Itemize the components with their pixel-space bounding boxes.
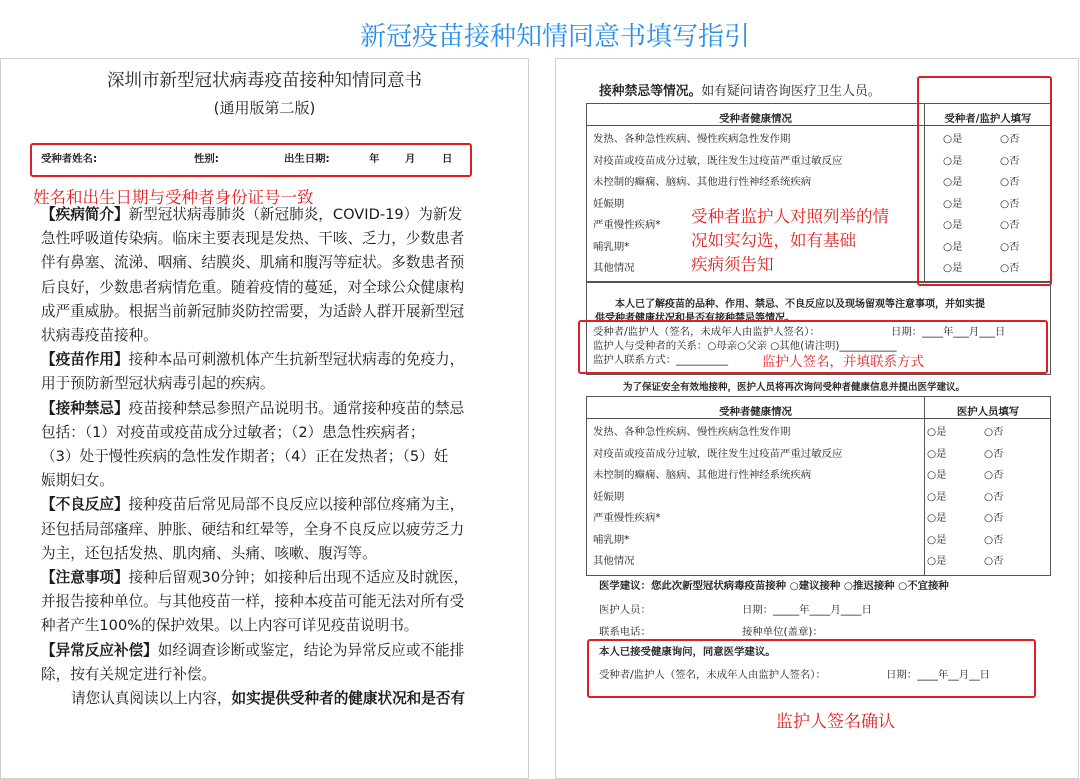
yes-radio[interactable]: ○是 <box>927 533 947 546</box>
health-row-label: 未控制的癫痫、脑病、其他进行性神经系统疾病 <box>593 469 812 481</box>
body-line <box>41 348 464 372</box>
section-head: 【接种禁忌】 <box>41 399 129 417</box>
yes-radio[interactable]: ○是 <box>943 133 963 145</box>
no-radio[interactable]: ○否 <box>1000 176 1020 188</box>
phone-field[interactable]: 联系电话： <box>599 626 651 638</box>
health-table-staff <box>586 396 1051 576</box>
table2-col2-header: 医护人员填写 <box>956 406 1020 418</box>
body-text: 还包括局部瘙痒、肿胀、硬结和红晕等，全身不良反应以疲劳乏力 <box>41 520 465 538</box>
section-heading <box>599 80 881 99</box>
body-line <box>41 566 468 590</box>
body-line <box>41 518 464 542</box>
gender-field-label[interactable]: 性别: <box>194 153 219 165</box>
no-radio[interactable]: ○否 <box>984 469 1004 481</box>
table2-col1-header: 受种者健康情况 <box>719 406 792 418</box>
final-line-normal: 请您认真阅读以上内容， <box>71 690 232 707</box>
body-line <box>41 251 464 275</box>
no-radio[interactable]: ○否 <box>1000 154 1020 167</box>
yes-radio[interactable]: ○是 <box>927 490 947 503</box>
no-radio[interactable]: ○否 <box>984 512 1004 524</box>
body-text: 接种后留观30分钟；如接种后出现不适应及时就医， <box>128 569 469 586</box>
health-row-label: 对疫苗或疫苗成分过敏，既往发生过疫苗严重过敏反应 <box>593 154 843 167</box>
body-text: 新型冠状病毒肺炎（新冠肺炎，COVID-19）为新发 <box>128 206 463 223</box>
staff-field[interactable]: 医护人员： <box>599 604 651 616</box>
medical-advice[interactable]: 医学建议：您此次新型冠状病毒疫苗接种 ○建议接种 ○推迟接种 ○不宜接种 <box>599 580 949 592</box>
body-line <box>41 590 464 614</box>
yes-radio[interactable]: ○是 <box>943 197 963 210</box>
health-row-label: 哺乳期* <box>593 240 630 253</box>
no-radio[interactable]: ○否 <box>984 533 1004 546</box>
yes-radio[interactable]: ○是 <box>943 240 963 253</box>
yes-radio[interactable]: ○是 <box>927 447 947 460</box>
body-text: 伴有鼻塞、流涕、咽痛、结膜炎、肌痛和腹泻等症状。多数患者预 <box>41 254 465 272</box>
body-line <box>41 469 114 493</box>
no-radio[interactable]: ○否 <box>984 426 1004 438</box>
health-row-label: 严重慢性疾病* <box>593 512 661 524</box>
body-line <box>41 227 464 251</box>
section-note: 如有疑问请咨询医疗卫生人员。 <box>701 84 881 99</box>
body-text: 除，按有关规定进行补偿。 <box>41 665 217 683</box>
body-text: 为主，还包括发热、肌肉痛、头痛、咳嗽、腹泻等。 <box>41 544 377 562</box>
no-radio[interactable]: ○否 <box>1000 197 1020 210</box>
table1-col2-header: 受种者/监护人填写 <box>944 113 1032 125</box>
health-row-label: 未控制的癫痫、脑病、其他进行性神经系统疾病 <box>593 176 812 188</box>
left-document-page <box>0 58 529 779</box>
no-radio[interactable]: ○否 <box>1000 219 1020 231</box>
body-line <box>41 300 464 324</box>
body-line <box>41 614 418 638</box>
section-head: 【疫苗作用】 <box>41 351 129 369</box>
annotation-line-2: 况如实勾选，如有基础 <box>691 231 856 250</box>
yes-radio[interactable]: ○是 <box>927 555 947 567</box>
health-row-label: 其他情况 <box>593 555 635 567</box>
section-head: 【疾病简介】 <box>41 206 129 223</box>
confirm-signature-field[interactable]: 受种者/监护人（签名，未成年人由监护人签名）： <box>599 669 826 681</box>
health-row-label: 对疫苗或疫苗成分过敏，既往发生过疫苗严重过敏反应 <box>593 447 843 460</box>
body-text: 娠期妇女。 <box>41 472 114 490</box>
body-text: 疫苗接种禁忌参照产品说明书。通常接种疫苗的禁忌 <box>128 399 465 417</box>
guardian-date-field[interactable]: 日期：____年___月___日 <box>891 326 1006 338</box>
body-line <box>41 203 462 227</box>
guardian-check-annotation <box>691 205 889 277</box>
body-text: （3）处于慢性疾病的急性发作期者；（4）正在发热者；（5）妊 <box>41 448 449 465</box>
no-radio[interactable]: ○否 <box>984 490 1004 503</box>
section-title: 接种禁忌等情况。 <box>599 84 702 99</box>
annotation-line-3: 疾病须告知 <box>691 255 774 274</box>
yes-radio[interactable]: ○是 <box>943 262 963 274</box>
dob-field-label[interactable]: 出生日期: <box>284 153 330 165</box>
body-text: 用于预防新型冠状病毒引起的疾病。 <box>41 375 275 393</box>
final-line-bold: 如实提供受种者的健康状况和是否有 <box>231 690 466 707</box>
health-row-label: 其他情况 <box>593 262 635 274</box>
safety-note: 为了保证安全有效地接种，医护人员将再次询问受种者健康信息并提出医学建议。 <box>623 382 966 393</box>
body-line <box>41 445 448 469</box>
no-radio[interactable]: ○否 <box>1000 133 1020 145</box>
body-line <box>41 421 424 445</box>
body-text: 如经调查诊断或鉴定，结论为异常反应或不能排 <box>157 641 465 659</box>
right-document-page <box>555 58 1079 779</box>
health-row-label: 妊娠期 <box>593 197 625 210</box>
guardian-check-box <box>917 76 1052 286</box>
name-annotation: 姓名和出生日期与受种者身份证号一致 <box>33 188 314 207</box>
confirm-text: 本人已接受健康询问，同意医学建议。 <box>599 646 776 658</box>
guardian-contact-field[interactable]: 监护人联系方式：__________ <box>593 354 729 366</box>
confirm-date-field[interactable]: 日期：____年__月__日 <box>886 669 990 681</box>
body-line <box>41 542 377 566</box>
body-text: 后良好，少数患者病情危重。随着疫情的蔓延，对全球公众健康构 <box>41 278 465 296</box>
body-text: 状病毒疫苗接种。 <box>41 327 158 344</box>
body-line <box>41 276 464 300</box>
bottom-annotation: 监护人签名确认 <box>776 712 895 732</box>
no-radio[interactable]: ○否 <box>1000 240 1020 253</box>
health-row-label: 妊娠期 <box>593 490 625 503</box>
body-line <box>41 493 464 517</box>
yes-radio[interactable]: ○是 <box>943 219 963 231</box>
body-text: 包括：（1）对疫苗或疫苗成分过敏者；（2）患急性疾病者； <box>41 423 425 441</box>
no-radio[interactable]: ○否 <box>984 447 1004 460</box>
yes-radio[interactable]: ○是 <box>927 469 947 481</box>
body-line <box>41 397 464 421</box>
body-line <box>41 324 158 348</box>
name-field-label[interactable]: 受种者姓名: <box>41 153 98 165</box>
sign-annotation: 监护人签名，并填联系方式 <box>762 354 924 370</box>
document-subtitle: (通用版第二版) <box>213 99 316 117</box>
body-text: 种者产生100%的保护效果。以上内容可详见疫苗说明书。 <box>41 617 419 635</box>
yes-radio[interactable]: ○是 <box>927 512 947 524</box>
statement-line-1: 本人已了解疫苗的品种、作用、禁忌、不良反应以及现场留观等注意事项，并如实提 <box>615 299 985 310</box>
table1-col1-header: 受种者健康情况 <box>719 113 792 125</box>
final-line <box>71 687 465 711</box>
guide-title: 新冠疫苗接种知情同意书填写指引 <box>359 22 750 52</box>
yes-radio[interactable]: ○是 <box>943 154 963 167</box>
annotation-line-1: 受种者监护人对照列举的情 <box>691 207 889 226</box>
guardian-signature-field[interactable]: 受种者/监护人（签名，未成年人由监护人签名）： <box>593 326 820 338</box>
dob-year: 年 <box>369 153 380 165</box>
health-row-label: 发热、各种急性疾病、慢性疾病急性发作期 <box>593 133 791 145</box>
dob-day: 日 <box>442 153 453 165</box>
body-text: 接种本品可刺激机体产生抗新型冠状病毒的免疫力， <box>128 351 465 369</box>
body-line <box>41 372 275 396</box>
yes-radio[interactable]: ○是 <box>927 426 947 438</box>
staff-date-field[interactable]: 日期：_____年____月____日 <box>742 604 872 616</box>
section-head: 【注意事项】 <box>41 569 129 586</box>
dob-month: 月 <box>405 153 416 165</box>
health-row-label: 哺乳期* <box>593 533 630 546</box>
health-row-label: 严重慢性疾病* <box>593 219 661 231</box>
body-text: 并报告接种单位。与其他疫苗一样，接种本疫苗可能无法对所有受 <box>41 593 465 611</box>
body-text: 接种疫苗后常见局部不良反应以接种部位疼痛为主， <box>128 496 465 514</box>
unit-field[interactable]: 接种单位(盖章)： <box>742 626 823 638</box>
body-line <box>41 663 216 687</box>
no-radio[interactable]: ○否 <box>984 555 1004 567</box>
statement-line-2: 供受种者健康状况和是否有接种禁忌等情况。 <box>595 313 795 324</box>
section-head: 【异常反应补偿】 <box>41 641 158 659</box>
yes-radio[interactable]: ○是 <box>943 176 963 188</box>
body-line <box>41 639 464 663</box>
no-radio[interactable]: ○否 <box>1000 262 1020 274</box>
section-head: 【不良反应】 <box>41 496 129 514</box>
body-text: 成严重威胁。根据当前新冠肺炎防控需要，为适龄人群开展新型冠 <box>41 302 465 320</box>
body-text: 急性呼吸道传染病。临床主要表现是发热、干咳、乏力，少数患者 <box>41 230 465 248</box>
guardian-relation-field[interactable]: 监护人与受种者的关系：○母亲○父亲 ○其他(请注明)___________ <box>593 340 897 352</box>
health-row-label: 发热、各种急性疾病、慢性疾病急性发作期 <box>593 426 791 438</box>
document-title: 深圳市新型冠状病毒疫苗接种知情同意书 <box>107 71 422 91</box>
